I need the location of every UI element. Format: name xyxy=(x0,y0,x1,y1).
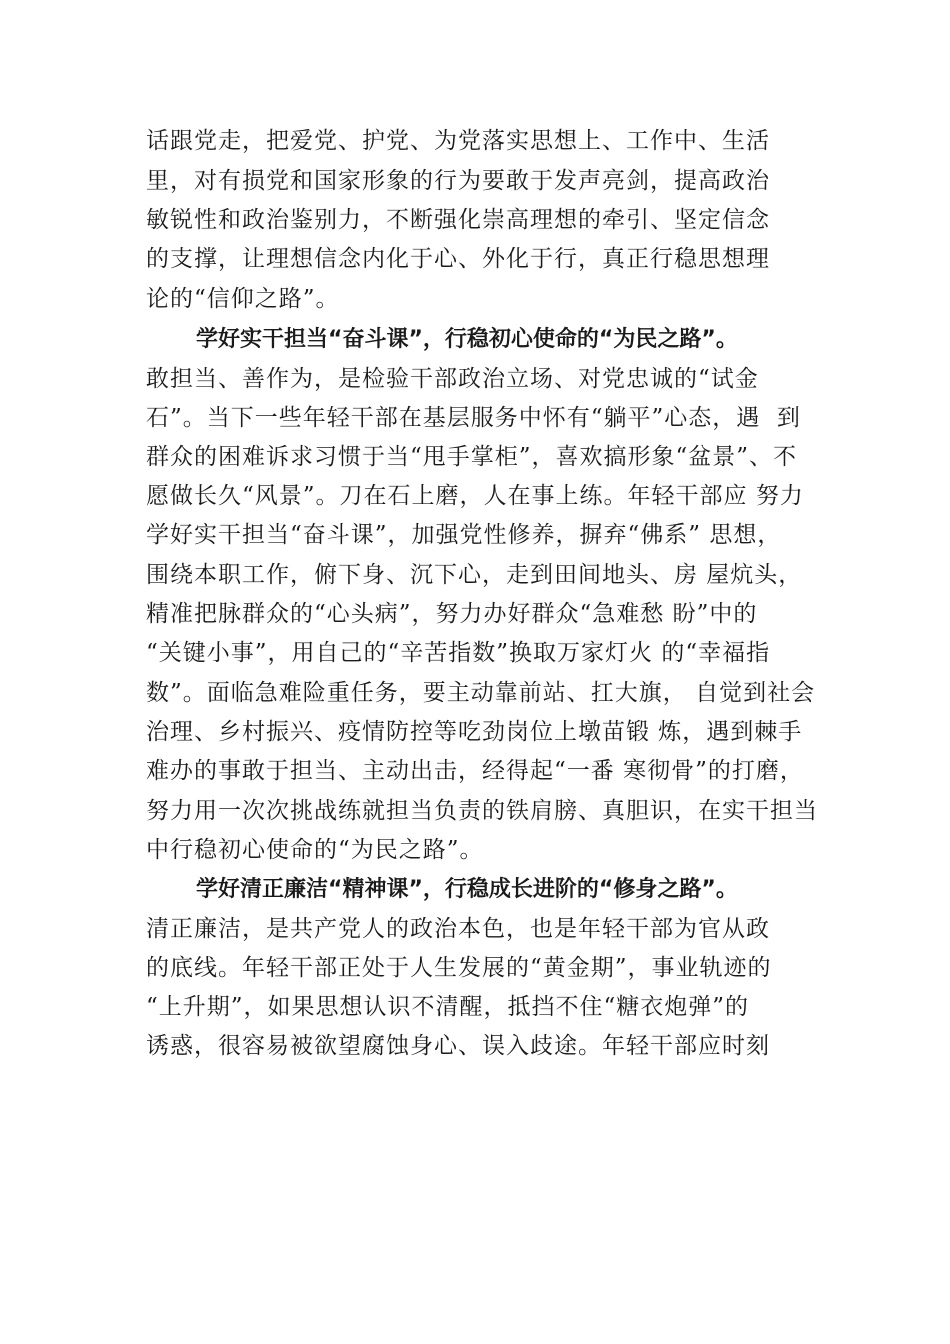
section-heading: 学好实干担当“奋斗课”，行稳初心使命的“为民之路”。 xyxy=(196,327,738,352)
text-line: 努力用一次次挑战练就担当负责的铁肩膀、真胆识，在实干担当 xyxy=(146,798,818,824)
text-line: 的底线。年轻干部正处于人生发展的“黄金期”，事业轨迹的 xyxy=(146,955,772,981)
text-line: 话跟党走，把爱党、护党、为党落实思想上、工作中、生活 xyxy=(146,128,770,154)
text-line: 群众的困难诉求习惯于当“甩手掌柜”，喜欢搞形象“盆景”、不 xyxy=(146,444,798,470)
text-line: 愿做长久“风景”。刀在石上磨，人在事上练。年轻干部应 努力 xyxy=(146,483,804,509)
text-line: 论的“信仰之路”。 xyxy=(146,286,340,312)
text-line: 围绕本职工作，俯下身、沉下心，走到田间地头、房 屋炕头， xyxy=(146,562,803,588)
text-line: “关键小事”，用自己的“辛苦指数”换取万家灯火 的“幸福指 xyxy=(146,640,771,666)
text-line: 敏锐性和政治鉴别力，不断强化崇高理想的牵引、坚定信念 xyxy=(146,207,770,233)
text-line: 诱惑，很容易被欲望腐蚀身心、误入歧途。年轻干部应时刻 xyxy=(146,1033,770,1059)
text-line: 数”。面临急难险重任务，要主动靠前站、扛大旗， 自觉到社会 xyxy=(146,680,816,706)
text-line: 里，对有损党和国家形象的行为要敢于发声亮剑，提高政治 xyxy=(146,168,770,194)
text-line: 中行稳初心使命的“为民之路”。 xyxy=(146,837,484,863)
text-line: 清正廉洁，是共产党人的政治本色，也是年轻干部为官从政 xyxy=(146,916,770,942)
text-line: “上升期”，如果思想认识不清醒，抵挡不住“糖衣炮弹”的 xyxy=(146,994,750,1020)
text-line: 的支撑，让理想信念内化于心、外化于行，真正行稳思想理 xyxy=(146,246,770,272)
section-heading: 学好清正廉洁“精神课”，行稳成长进阶的“修身之路”。 xyxy=(196,877,738,902)
text-line: 敢担当、善作为，是检验干部政治立场、对党忠诚的“试金 xyxy=(146,366,759,392)
text-line: 精准把脉群众的“心头病”，努力办好群众“急难愁 盼”中的 xyxy=(146,601,758,627)
text-line: 难办的事敢于担当、主动出击，经得起“一番 寒彻骨”的打磨， xyxy=(146,758,804,784)
text-line: 治理、乡村振兴、疫情防控等吃劲岗位上墩苗锻 炼，遇到棘手 xyxy=(146,719,803,745)
text-line: 学好实干担当“奋斗课”，加强党性修养，摒弃“佛系” 思想， xyxy=(146,522,782,548)
text-line: 石”。当下一些年轻干部在基层服务中怀有“躺平”心态，遇 到 xyxy=(146,405,801,431)
